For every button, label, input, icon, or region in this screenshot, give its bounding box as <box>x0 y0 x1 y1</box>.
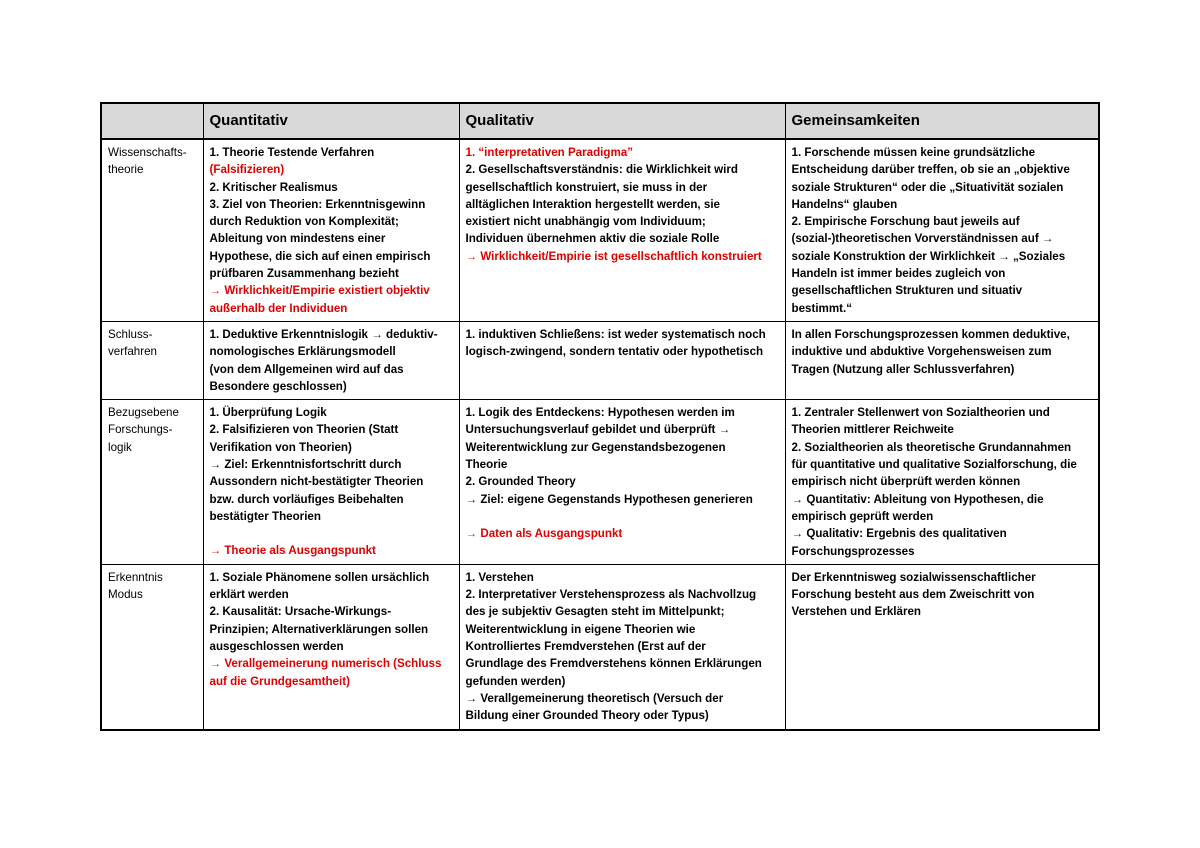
cell-line: Handeln ist immer beides zugleich von <box>791 267 1006 281</box>
cell-qualitativ <box>459 321 785 399</box>
cell-line: 1. Überprüfung Logik <box>209 406 327 420</box>
cell-line: → Verallgemeinerung theoretisch (Versuch der <box>465 691 724 705</box>
cell-line: 1. Verstehen <box>465 570 534 584</box>
cell-line: erklärt werden <box>209 588 289 602</box>
cell-line: empirisch geprüft werden <box>791 509 934 523</box>
cell-line: 2. Kausalität: Ursache-Wirkungs- <box>209 605 392 619</box>
cell-line: bestätigter Theorien <box>209 509 321 523</box>
cell-qualitativ <box>459 400 785 565</box>
cell-line: Weiterentwicklung zur Gegenstandsbezogenen <box>465 440 726 454</box>
cell-line: 1. Theorie Testende Verfahren <box>209 146 375 159</box>
cell-line: → Verallgemeinerung numerisch (Schluss <box>209 657 442 671</box>
cell-quantitativ <box>203 400 459 565</box>
cell-line: Grundlage des Fremdverstehens können Erklärungen <box>465 657 762 671</box>
cell-line: Ableitung von mindestens einer <box>209 232 386 246</box>
cell-line: bestimmt.“ <box>791 301 853 315</box>
cell-line: auf die Grundgesamtheit) <box>209 674 350 688</box>
cell-line: Verifikation von Theorien) <box>209 440 352 454</box>
row-label-line: theorie <box>108 163 144 177</box>
cell-line: soziale Konstruktion der Wirklichkeit → „Soziales <box>791 249 1066 263</box>
row-label <box>101 321 203 399</box>
header-quantitativ: Quantitativ <box>203 103 459 139</box>
row-label-line: logik <box>108 440 132 454</box>
cell-line: 2. Kritischer Realismus <box>209 180 338 194</box>
cell-line: durch Reduktion von Komplexität; <box>209 215 399 229</box>
cell-line: existiert nicht unabhängig vom Individuum; <box>465 215 706 229</box>
cell-line: gefunden werden) <box>465 674 566 688</box>
cell-line: 1. induktiven Schließens: ist weder systematisch noch <box>465 327 766 341</box>
cell-line: des je subjektiv Gesagten steht im Mittelpunkt; <box>465 605 725 619</box>
cell-line: → Wirklichkeit/Empirie ist gesellschaftlich konstruiert <box>465 249 762 263</box>
cell-line: Aussondern nicht-bestätigter Theorien <box>209 475 424 489</box>
header-empty <box>101 103 203 139</box>
table-body <box>101 139 1099 730</box>
cell-line: → Theorie als Ausgangspunkt <box>209 544 376 558</box>
cell-line: gesellschaftlich konstruiert, sie muss in der <box>465 180 708 194</box>
cell-line: (Falsifizieren) <box>209 163 285 177</box>
cell-line: 2. Falsifizieren von Theorien (Statt <box>209 423 399 437</box>
cell-line: → Quantitativ: Ableitung von Hypothesen, die <box>791 492 1044 506</box>
cell-line: Hypothese, die sich auf einen empirisch <box>209 249 431 263</box>
cell-line: 1. Deduktive Erkenntnislogik → deduktiv- <box>209 327 438 341</box>
cell-line: bzw. durch vorläufiges Beibehalten <box>209 492 404 506</box>
row-label-line: Forschungs- <box>108 423 173 437</box>
cell-line: Der Erkenntnisweg sozialwissenschaftlicher <box>791 570 1036 584</box>
cell-gemeinsamkeiten <box>785 400 1099 565</box>
row-label-line: verfahren <box>108 345 157 359</box>
table-row <box>101 321 1099 399</box>
row-label-line: Erkenntnis <box>108 570 163 584</box>
cell-gemeinsamkeiten <box>785 564 1099 729</box>
cell-line: Theorien mittlerer Reichweite <box>791 423 954 437</box>
cell-line: 2. Empirische Forschung baut jeweils auf <box>791 215 1020 229</box>
cell-gemeinsamkeiten <box>785 321 1099 399</box>
cell-line: (sozial-)theoretischen Vorverständnissen auf → <box>791 232 1054 246</box>
cell-line: 1. Zentraler Stellenwert von Sozialtheorien und <box>791 406 1050 420</box>
row-label <box>101 564 203 729</box>
cell-line: (von dem Allgemeinen wird auf das <box>209 362 404 376</box>
cell-line: alltäglichen Interaktion hergestellt werden, sie <box>465 197 720 211</box>
cell-line: → Ziel: Erkenntnisfortschritt durch <box>209 458 402 472</box>
header-gemeinsamkeiten: Gemeinsamkeiten <box>785 103 1099 139</box>
row-label-line: Schluss- <box>108 327 153 341</box>
cell-line: Entscheidung darüber treffen, ob sie an „objektive <box>791 163 1070 177</box>
cell-line: 1. Logik des Entdeckens: Hypothesen werden im <box>465 406 735 420</box>
cell-line: Individuen übernehmen aktiv die soziale Rolle <box>465 232 720 246</box>
cell-quantitativ <box>203 139 459 321</box>
cell-line: → Ziel: eigene Gegenstands Hypothesen generieren <box>465 492 753 506</box>
cell-line: Besondere geschlossen) <box>209 379 347 393</box>
cell-line: Weiterentwicklung in eigene Theorien wie <box>465 622 696 636</box>
table-row <box>101 139 1099 321</box>
table-row <box>101 400 1099 565</box>
table-row <box>101 564 1099 729</box>
cell-line: empirisch nicht überprüft werden können <box>791 475 1021 489</box>
cell-line: Bildung einer Grounded Theory oder Typus) <box>465 709 709 723</box>
comparison-table <box>100 102 1100 731</box>
cell-line: soziale Strukturen“ oder die „Situativität sozialen <box>791 180 1064 194</box>
cell-line: nomologisches Erklärungsmodell <box>209 345 396 359</box>
cell-quantitativ <box>203 321 459 399</box>
cell-line: 3. Ziel von Theorien: Erkenntnisgewinn <box>209 197 426 211</box>
cell-qualitativ <box>459 564 785 729</box>
cell-line: induktive und abduktive Vorgehensweisen zum <box>791 345 1052 359</box>
cell-gemeinsamkeiten <box>785 139 1099 321</box>
cell-line: → Qualitativ: Ergebnis des qualitativen <box>791 527 1007 541</box>
cell-line: 2. Gesellschaftsverständnis: die Wirklichkeit wird <box>465 163 738 177</box>
cell-line: 2. Grounded Theory <box>465 475 576 489</box>
cell-line: Theorie <box>465 458 508 472</box>
cell-line: außerhalb der Individuen <box>209 301 348 315</box>
cell-line: Handelns“ glauben <box>791 197 898 211</box>
cell-quantitativ <box>203 564 459 729</box>
cell-line: Verstehen und Erklären <box>791 605 922 619</box>
cell-line: Prinzipien; Alternativerklärungen sollen <box>209 622 429 636</box>
spacer <box>466 508 780 525</box>
cell-line: Forschungsprozesses <box>791 544 915 558</box>
cell-line: Untersuchungsverlauf gebildet und überprüft → <box>465 423 731 437</box>
cell-line: 2. Sozialtheorien als theoretische Grundannahmen <box>791 440 1072 454</box>
cell-line: ausgeschlossen werden <box>209 640 344 654</box>
cell-line: Tragen (Nutzung aller Schlussverfahren) <box>791 362 1015 376</box>
cell-line: 1. Forschende müssen keine grundsätzliche <box>791 146 1036 159</box>
cell-line: für quantitative und qualitative Sozialforschung, die <box>791 458 1077 472</box>
row-label-line: Bezugsebene <box>108 406 179 420</box>
cell-line: 2. Interpretativer Verstehensprozess als Nachvollzug <box>465 588 757 602</box>
cell-line: 1. Soziale Phänomene sollen ursächlich <box>209 570 430 584</box>
header-row <box>101 103 1099 139</box>
row-label <box>101 400 203 565</box>
row-label-line: Modus <box>108 588 143 602</box>
cell-line: logisch-zwingend, sondern tentativ oder hypothetisch <box>465 345 764 359</box>
row-label <box>101 139 203 321</box>
row-label-line: Wissenschafts- <box>108 146 187 159</box>
cell-line: → Daten als Ausgangspunkt <box>465 526 623 540</box>
cell-line: prüfbaren Zusammenhang bezieht <box>209 267 399 281</box>
cell-line: Kontrolliertes Fremdverstehen (Erst auf der <box>465 640 706 654</box>
cell-qualitativ <box>459 139 785 321</box>
cell-line: → Wirklichkeit/Empirie existiert objektiv <box>209 284 430 298</box>
cell-line: 1. “interpretativen Paradigma” <box>465 146 634 159</box>
cell-line: Forschung besteht aus dem Zweischritt von <box>791 588 1035 602</box>
cell-line: gesellschaftlichen Strukturen und situativ <box>791 284 1023 298</box>
cell-line: In allen Forschungsprozessen kommen deduktive, <box>791 327 1070 341</box>
header-qualitativ: Qualitativ <box>459 103 785 139</box>
spacer <box>210 525 454 542</box>
